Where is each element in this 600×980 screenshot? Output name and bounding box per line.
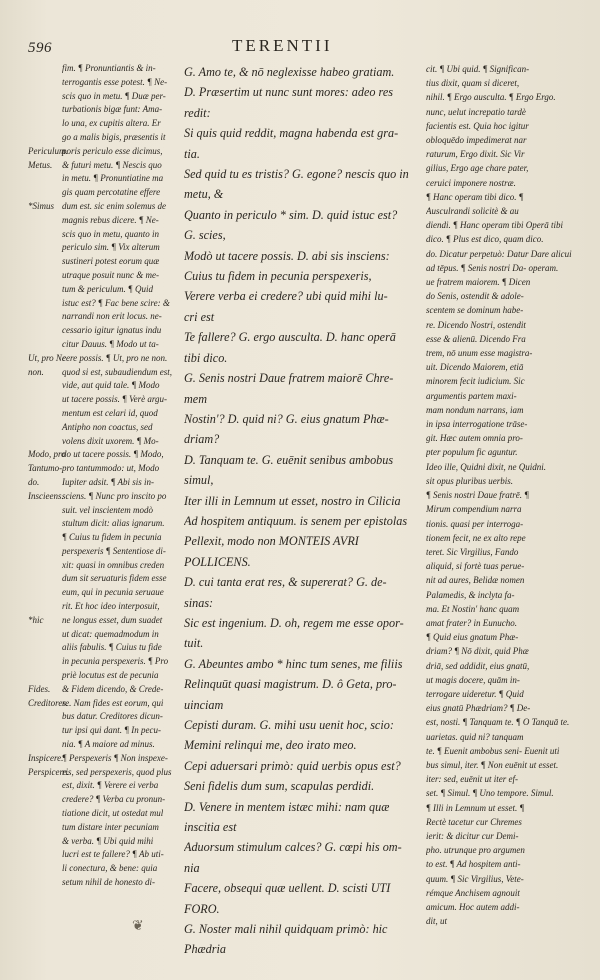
left-commentary-line — [28, 435, 178, 449]
left-commentary-line — [28, 531, 178, 545]
margin-note: Fides. — [28, 683, 51, 694]
verse-line: Facere, obsequi quæ uellent. D. scisti UTI — [184, 881, 391, 896]
verse-line: sinas: — [184, 595, 214, 610]
left-commentary-line — [28, 490, 178, 504]
commentary-text: go a malis bigis, præsentis it — [62, 131, 166, 142]
right-commentary-line: Ausculrandi solicitè & au — [426, 206, 519, 217]
verse-line: driam? — [184, 432, 220, 447]
running-head: TERENTII — [232, 36, 333, 55]
right-commentary-line: do. Dicatur perpetuò: Datur Dare alicui — [426, 248, 572, 259]
right-commentary-line: sit opus pluribus uerbis. — [426, 475, 514, 486]
right-commentary-line: ¶ Senis nostri Daue fratrē. ¶ — [426, 490, 529, 501]
left-commentary-column — [28, 62, 178, 890]
left-commentary-line — [28, 407, 178, 421]
verse-line: nia — [184, 860, 200, 875]
commentary-text: citur Dauus. ¶ Modo ut ta- — [62, 338, 159, 349]
left-commentary-line — [28, 366, 178, 380]
verse-line: G. Amo te, & nō neglexisse habeo gratiam. — [184, 65, 395, 79]
verse-line: POLLICENS. — [184, 554, 251, 569]
right-commentary-line: minorem fecit iudicium. Sic — [426, 376, 525, 387]
left-commentary-line — [28, 62, 178, 76]
left-commentary-line — [28, 297, 178, 311]
verse-line: D. cui tanta erat res, & supererat? G. de- — [184, 575, 387, 590]
verse-line: redit: — [184, 105, 211, 120]
commentary-text: tum distare inter pecuniam — [62, 821, 159, 832]
left-commentary-line — [28, 559, 178, 573]
left-commentary-line — [28, 793, 178, 807]
commentary-text: ¶ Perspexeris ¶ Non inspexe- — [62, 752, 168, 763]
right-commentary-line: ceruici imponere nostræ. — [426, 177, 516, 188]
right-commentary-line: aliquid, si fortè tuas perue- — [426, 561, 525, 572]
commentary-text: tiatione dicit, ut ostedat mul — [62, 808, 164, 819]
right-commentary-line: ma. Et Nostin' hanc quam — [426, 603, 520, 614]
left-commentary-line — [28, 448, 178, 462]
right-commentary-line: pter populum fic aguntur. — [426, 447, 518, 458]
right-commentary-line: dico. ¶ Plus est dico, quam dico. — [426, 234, 544, 245]
verse-line: Quanto in periculo * sim. D. quid istuc est? — [184, 207, 398, 222]
left-commentary-line — [28, 269, 178, 283]
left-commentary-line — [28, 641, 178, 655]
left-commentary-line — [28, 145, 178, 159]
right-commentary-line: est, nosti. ¶ Tanquam te. ¶ O Tanquā te. — [426, 717, 570, 728]
left-commentary-line — [28, 462, 178, 476]
commentary-text: istuc est? ¶ Fac bene scire: & — [62, 297, 170, 308]
right-commentary-line: ¶ Quid eius gnatum Phæ- — [426, 632, 519, 643]
left-commentary-line — [28, 628, 178, 642]
commentary-text: cere possis. ¶ Ut, pro ne non. — [62, 352, 168, 363]
right-commentary-line: ad tēpus. ¶ Senis nostri Da- operam. — [426, 262, 559, 273]
left-commentary-line — [28, 655, 178, 669]
verse-line: D. Tanquam te. G. euēnit senibus ambobus — [184, 452, 394, 467]
left-commentary-line — [28, 117, 178, 131]
commentary-text: credere? ¶ Verba cu pronun- — [62, 794, 166, 805]
verse-line: FORO. — [184, 901, 220, 916]
right-commentary-line: to est. ¶ Ad hospitem anti- — [426, 859, 521, 870]
page-number: 596 — [28, 40, 52, 56]
margin-note: Tantumo- — [28, 463, 63, 474]
commentary-text: li conectura, & bene: quia — [62, 863, 158, 874]
right-commentary-line: trem, nō unum esse magistra- — [426, 348, 533, 359]
right-commentary-line: in ipsa interrogatione trāse- — [426, 419, 528, 430]
right-commentary-line: te. ¶ Euenit ambobus seni- Euenit uti — [426, 745, 560, 756]
margin-note: *Simus — [28, 200, 55, 211]
right-commentary-line: ue fratrem maiorem. ¶ Dicen — [426, 277, 531, 288]
right-commentary-line: ¶ Illi in Lemnum ut esset. ¶ — [426, 802, 525, 813]
left-commentary-line — [28, 159, 178, 173]
left-commentary-line — [28, 807, 178, 821]
verse-line: Cepisti duram. G. mihi usu uenit hoc, scio: — [184, 718, 394, 732]
commentary-text: re. Nam fides est eorum, qui — [62, 697, 164, 708]
right-commentary-line: tionis. quasi per interroga- — [426, 518, 524, 529]
left-commentary-line — [28, 614, 178, 628]
commentary-text: gis quam percotatine effere — [62, 187, 161, 198]
left-commentary-line — [28, 821, 178, 835]
left-commentary-line — [28, 172, 178, 186]
right-commentary-line: driā, sed addidit, eius gnatū, — [426, 660, 530, 671]
right-commentary-line: re. Dicendo Nostri, ostendit — [426, 319, 526, 330]
commentary-text: lo una, ex cupitis altera. Er — [62, 118, 161, 129]
commentary-text: tum & periculum. ¶ Quid — [62, 283, 153, 294]
right-commentary-line: scentem se dominum habe- — [426, 305, 524, 316]
left-commentary-line — [28, 228, 178, 242]
right-commentary-line: Mirum compendium narra — [426, 504, 522, 515]
commentary-text: pro tantummodo: ut, Modo — [62, 463, 160, 474]
left-commentary-line — [28, 752, 178, 766]
left-commentary-line — [28, 545, 178, 559]
verse-line: mem — [184, 391, 208, 406]
left-commentary-line — [28, 393, 178, 407]
left-commentary-line — [28, 241, 178, 255]
left-commentary-line — [28, 724, 178, 738]
commentary-text: ¶ Cuius tu fidem in pecunia — [62, 532, 162, 543]
left-commentary-line — [28, 103, 178, 117]
verse-line: uinciam — [184, 697, 224, 712]
left-commentary-line — [28, 683, 178, 697]
left-commentary-line — [28, 476, 178, 490]
verse-line: G. Noster mali nihil quidquam primò: hic — [184, 922, 388, 937]
margin-note: Ut, pro Ne — [28, 352, 66, 363]
right-commentary-line: uit. Dicendo Maiorem, etiā — [426, 362, 524, 373]
right-commentary-line: Palamedis, & inclyta fa- — [426, 589, 515, 600]
left-commentary-line — [28, 421, 178, 435]
commentary-text: Antipho non coactus, sed — [62, 421, 153, 432]
commentary-text: mentum est celari id, quod — [62, 407, 158, 418]
left-commentary-line — [28, 214, 178, 228]
commentary-text: & futuri metu. ¶ Nescis quo — [62, 159, 162, 170]
right-commentary-line: gilius, Ergo age chare pater, — [426, 163, 529, 174]
right-commentary-line: tionem fecit, ne ex alto repe — [426, 532, 526, 543]
right-commentary-line: ut magis docere, quām in- — [426, 674, 520, 685]
verse-line: Sic est ingenium. D. oh, regem me esse opor- — [184, 615, 404, 630]
right-commentary-line: nihil. ¶ Ergo ausculta. ¶ Ergo Ergo. — [426, 92, 556, 103]
right-commentary-column — [426, 62, 576, 928]
verse-line: G. Abeuntes ambo * hinc tum senes, me filiis — [184, 656, 403, 671]
left-commentary-line — [28, 862, 178, 876]
right-commentary-line: driam? ¶ Nō dixit, quid Phæ — [426, 646, 529, 657]
margin-note: Metus. — [28, 159, 53, 170]
verse-line: G. Senis nostri Daue fratrem maiorē Chre- — [184, 371, 394, 386]
verse-line: Sed quid tu es tristis? G. egone? nescis quo in — [184, 167, 409, 182]
commentary-text: utraque posuit nunc & me- — [62, 269, 159, 280]
margin-note: non. — [28, 366, 44, 377]
commentary-text: priè locutus est de pecunia — [62, 670, 159, 681]
verse-line: D. Præsertim ut nunc sunt mores: adeo res — [184, 85, 393, 100]
right-commentary-line: tius dixit, quam si diceret, — [426, 78, 520, 89]
left-commentary-line — [28, 738, 178, 752]
commentary-text: in pecunia perspexeris. ¶ Pro — [62, 656, 169, 667]
commentary-text: bus datur. Creditores dicun- — [62, 711, 163, 722]
right-commentary-line: rémque Anchisem agnouit — [426, 887, 520, 898]
left-commentary-line — [28, 324, 178, 338]
left-commentary-line — [28, 131, 178, 145]
commentary-text: fim. ¶ Pronuntiantis & in- — [62, 63, 156, 73]
right-commentary-line: nunc, uelut increpatio tardè — [426, 106, 526, 117]
commentary-text: scis quo in metu, quanto in — [62, 228, 159, 239]
verse-line: Ad hospitem antiquum. is senem per epistolas — [184, 513, 408, 528]
left-commentary-line — [28, 600, 178, 614]
left-commentary-line — [28, 835, 178, 849]
verse-line: Seni fidelis dum sum, scapulas perdidi. — [184, 779, 375, 794]
right-commentary-line: git. Hæc autem omnia pro- — [426, 433, 523, 444]
right-commentary-line: set. ¶ Simul. ¶ Uno tempore. Simul. — [426, 788, 554, 799]
right-commentary-line: uarietas. quid ni? tanquam — [426, 731, 524, 742]
commentary-text: quod si est, subaudiendum est, — [62, 366, 172, 377]
right-commentary-line: quum. ¶ Sic Virgilius, Vete- — [426, 873, 524, 884]
verse-line: Iter illi in Lemnum ut esset, nostro in Cilicia — [184, 493, 401, 508]
commentary-text: rit. Et hoc ideo interposuit, — [62, 601, 160, 612]
margin-note: Inscieens. — [28, 490, 64, 501]
right-commentary-line: pho. utrunque pro argumen — [426, 845, 525, 856]
left-commentary-line — [28, 200, 178, 214]
right-commentary-line: ierit: & dicitur cur Demi- — [426, 830, 519, 841]
left-commentary-line — [28, 186, 178, 200]
right-commentary-line: ¶ Hanc operam tibi dico. ¶ — [426, 191, 524, 202]
left-commentary-line — [28, 572, 178, 586]
verse-line: inscitia est — [184, 820, 237, 835]
left-commentary-line — [28, 90, 178, 104]
verse-line: Phædria — [184, 942, 226, 957]
commentary-text: magnis rebus dicere. ¶ Ne- — [62, 214, 159, 225]
left-commentary-line — [28, 848, 178, 862]
right-commentary-line: teret. Sic Virgilius, Fando — [426, 546, 519, 557]
commentary-text: lucri est te fallere? ¶ Ab uti- — [62, 849, 164, 860]
right-commentary-line: mam nondum narrans, iam — [426, 404, 524, 415]
verse-line: cri est — [184, 309, 215, 324]
right-commentary-line: argumentis partem maxi- — [426, 390, 517, 401]
commentary-text: periculo sim. ¶ Vix alterum — [62, 242, 160, 253]
left-commentary-line — [28, 876, 178, 890]
right-commentary-line: raturum, Ergo dixit. Sic Vir — [426, 149, 525, 160]
margin-note: do. — [28, 476, 40, 487]
verse-line: Verere verba ei credere? ubi quid mihi lu- — [184, 289, 388, 304]
commentary-text: sustineri potest eorum quæ — [62, 256, 160, 267]
verse-line: tia. — [184, 146, 200, 161]
right-commentary-line: amat frater? in Eunucho. — [426, 617, 517, 628]
left-commentary-line — [28, 669, 178, 683]
left-commentary-line — [28, 504, 178, 518]
commentary-text: perspexeris ¶ Sententiose di- — [62, 545, 166, 556]
left-commentary-line — [28, 517, 178, 531]
commentary-text: tur ipsi qui dant. ¶ In pecu- — [62, 725, 161, 736]
margin-note: Periculum. — [28, 145, 68, 156]
margin-note: Inspicere. — [28, 752, 64, 763]
right-commentary-line: nit ad aures, Belidæ nomen — [426, 575, 525, 586]
verse-line: tibi dico. — [184, 350, 228, 365]
commentary-text: xit: quasi in omnibus creden — [62, 559, 165, 570]
right-commentary-line: esse & alienū. Dicendo Fra — [426, 333, 526, 344]
left-commentary-line — [28, 338, 178, 352]
verse-line: Te fallere? G. ergo ausculta. D. hanc operā — [184, 330, 396, 345]
left-commentary-line — [28, 779, 178, 793]
commentary-text: est, dixit. ¶ Verere ei verba — [62, 780, 159, 791]
commentary-text: poris periculo esse dicimus, — [62, 145, 163, 156]
commentary-text: terrogantis esse potest. ¶ Ne- — [62, 76, 168, 87]
commentary-text: nia. ¶ A maiore ad minus. — [62, 739, 155, 750]
verse-line: metu, & — [184, 187, 224, 202]
right-commentary-line: eius gnatū Phædriam? ¶ De- — [426, 703, 531, 714]
commentary-text: in metu. ¶ Pronuntiatine ma — [62, 173, 164, 184]
commentary-text: narrandi non erit locus. ne- — [62, 311, 162, 322]
right-commentary-line: bus simul, iter. ¶ Non euēnit ut esset. — [426, 759, 559, 770]
margin-note: Perspicere. — [28, 766, 69, 777]
left-commentary-line — [28, 310, 178, 324]
verse-line: D. Venere in mentem istæc mihi: nam quæ — [184, 799, 390, 814]
margin-note: Modo, pro — [28, 449, 66, 460]
right-commentary-line: obloquēdo impedimerat nar — [426, 135, 527, 146]
right-commentary-line: do Senis, ostendit & adole- — [426, 291, 524, 302]
main-text-column — [184, 62, 422, 960]
margin-note: Creditores. — [28, 697, 69, 708]
commentary-text: & Fidem dicendo, & Crede- — [62, 683, 164, 694]
commentary-text: turbationis bigæ funt: Ama- — [62, 104, 163, 115]
commentary-text: sciens. ¶ Nunc pro inscito po — [62, 490, 167, 501]
right-commentary-line: dit, ut — [426, 916, 448, 927]
commentary-text: Iupiter adsit. ¶ Abi sis in- — [62, 476, 155, 487]
right-commentary-line: terrogare uideretur. ¶ Quid — [426, 688, 524, 699]
left-commentary-line — [28, 352, 178, 366]
commentary-text: & verba. ¶ Ubi quid mihi — [62, 835, 154, 846]
commentary-text: stultum dicit: alias ignarum. — [62, 518, 165, 529]
commentary-text: setum nihil de honesto di- — [62, 877, 155, 888]
verse-line: Si quis quid reddit, magna habenda est gra- — [184, 126, 399, 141]
commentary-text: ut tacere possis. ¶ Verè argu- — [62, 394, 168, 405]
right-commentary-line: diendi. ¶ Hanc operam tibi Operā tibi — [426, 220, 563, 231]
right-commentary-line: Ideo ille, Quidni dixit, ne Quidni. — [426, 461, 546, 472]
commentary-text: dum sit seruaturis fidem esse — [62, 573, 167, 584]
commentary-text: eum, qui in pecunia seruaue — [62, 587, 164, 598]
left-commentary-line — [28, 283, 178, 297]
verse-line: Cepi aduersari primò: quid uerbis opus est? — [184, 758, 401, 773]
verse-line: Aduorsum stimulum calces? G. cœpi his om- — [184, 840, 402, 855]
verse-line: G. scies, — [184, 228, 226, 243]
verse-line: Relinquūt quasi magistrum. D. ô Geta, pro- — [184, 677, 397, 692]
commentary-text: ne longus esset, dum suadet — [62, 614, 163, 625]
left-commentary-line — [28, 586, 178, 600]
right-commentary-line: iter: sed, euēnit ut iter ef- — [426, 774, 518, 785]
verse-line: Modò ut tacere possis. D. abi sis insciens: — [184, 248, 390, 263]
commentary-text: ut dicat: quemadmodum in — [62, 628, 159, 639]
left-commentary-line — [28, 379, 178, 393]
verse-line: Nostin'? D. quid ni? G. eius gnatum Phæ- — [184, 411, 389, 426]
right-commentary-line: cit. ¶ Ubi quid. ¶ Significan- — [426, 64, 530, 74]
right-commentary-line: amicum. Hoc autem addi- — [426, 901, 520, 912]
left-commentary-line — [28, 697, 178, 711]
commentary-text: vide, aut quid tale. ¶ Modo — [62, 380, 160, 391]
verse-line: tuit. — [184, 636, 204, 651]
verse-line: Cuius tu fidem in pecunia perspexeris, — [184, 269, 372, 284]
commentary-text: volens dixit uxorem. ¶ Mo- — [62, 435, 159, 446]
commentary-text: suit. vel inscientem modò — [62, 504, 153, 515]
commentary-text: scis quo in metu. ¶ Duæ per- — [62, 90, 166, 101]
commentary-text: ris, sed perspexeris, quod plus — [62, 766, 172, 777]
verse-line: Memini relinqui me, deo irato meo. — [184, 738, 357, 753]
ornament-mark: ❦ — [132, 919, 144, 934]
left-commentary-line — [28, 76, 178, 90]
verse-line: simul, — [184, 473, 214, 488]
commentary-text: dum est. sic enim solemus de — [62, 200, 166, 211]
left-commentary-line — [28, 255, 178, 269]
left-commentary-line — [28, 710, 178, 724]
right-commentary-line: facientis est. Quia hoc igitur — [426, 120, 529, 131]
margin-note: *hic — [28, 614, 44, 625]
verse-line: Pellexit, modo non MONTEIS AVRI — [184, 534, 359, 549]
commentary-text: do ut tacere possis. ¶ Modo, — [62, 449, 164, 460]
left-commentary-line — [28, 766, 178, 780]
right-commentary-line: Rectè tacetur cur Chremes — [426, 816, 522, 827]
commentary-text: cessario igitur ignatus indu — [62, 325, 162, 336]
commentary-text: aliis fabulis. ¶ Cuius tu fide — [62, 642, 162, 653]
